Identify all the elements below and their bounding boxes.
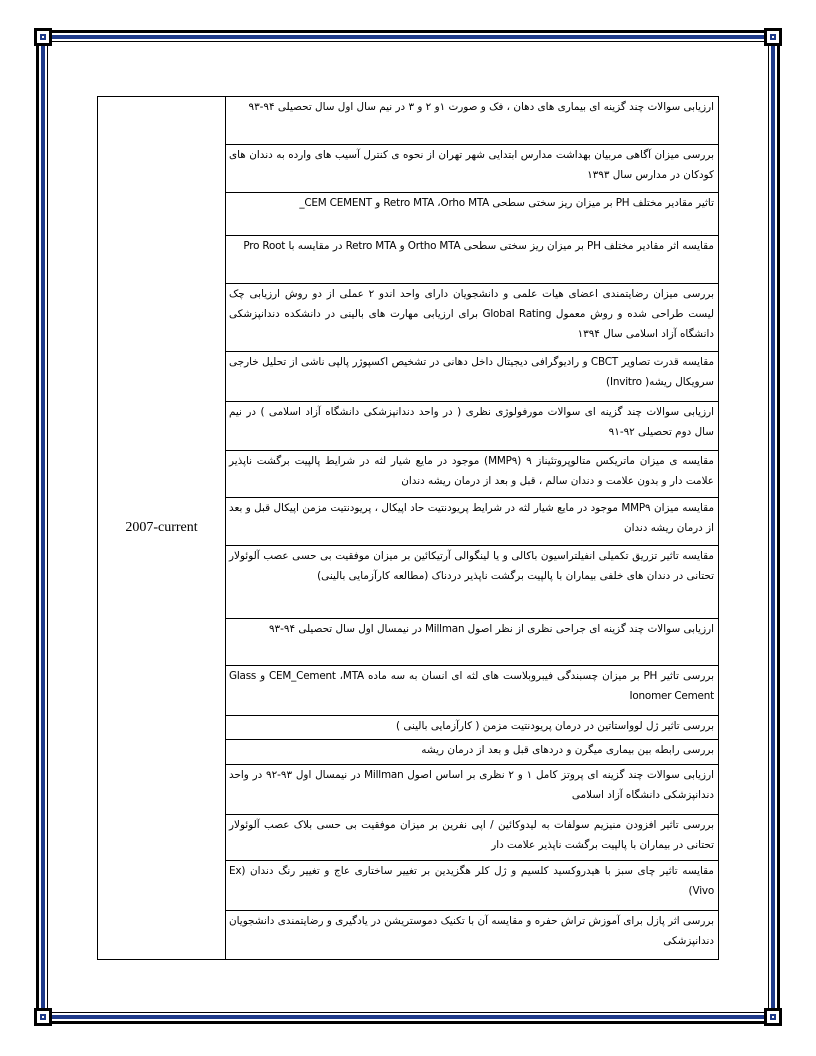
research-title: مقایسه میزان MMP۹ موجود در مایع شیار لثه در شرایط پریودنتیت حاد اپیکال ، پریودنتیت مزمن اپیکال قبل و بعد از درمان ریشه دندان — [226, 497, 719, 545]
research-title: ارزیابی سوالات چند گزینه ای سوالات مورفولوژی نظری ( در واحد دندانپزشکی دانشگاه آزاد اسلامی ) در نیم سال دوم تحصیلی ۹۲-۹۱ — [226, 401, 719, 450]
research-title: بررسی اثر پازل برای آموزش تراش حفره و مقایسه آن با تکنیک دموستریشن در یادگیری و رضایتمندی دانشجویان دندانپزشکی — [226, 910, 719, 959]
research-title: بررسی میزان رضایتمندی اعضای هیات علمی و دانشجویان دارای واحد اندو ۲ عملی از دو روش ارزیابی چک لیست طراحی شده و روش معمول Global Rating برای ارزیابی مهارت های بالینی در دانشکده دندانپزشکی دانشگاه آزاد اسلامی سال ۱۳۹۴ — [226, 284, 719, 351]
research-title: بررسی تاثیر ژل لوواستاتین در درمان پریودنتیت مزمن ( کارآزمایی بالینی ) — [226, 715, 719, 740]
research-title: بررسی تاثیر PH بر میزان چسبندگی فیبروبلاست های لثه ای انسان به سه ماده CEM_Cement ،MTA و Glass Ionomer Cement — [226, 666, 719, 715]
research-title: تاثیر مقادیر مختلف PH بر میزان ریز سختی سطحی Retro MTA ،Orho MTA و CEM CEMENT_ — [226, 193, 719, 236]
border-corner — [764, 28, 782, 46]
border-corner — [34, 28, 52, 46]
research-title: مقایسه تاثیر تزریق تکمیلی انفیلتراسیون باکالی و یا لینگوالی آرتیکائین بر میزان موفقیت بی حسی عصب آلوئولار تحتانی در دندان های خلفی بیماران با پالپیت برگشت ناپذیر دردناک (مطالعه کارآزمایی بالینی) — [226, 545, 719, 619]
research-title: مقایسه قدرت تصاویر CBCT و رادیوگرافی دیجیتال داخل دهانی در تشخیص اکسپوژر پالپی ناشی از تحلیل خارجی سرویکال ریشه( Invitro) — [226, 351, 719, 401]
research-title: ارزیابی سوالات چند گزینه ای جراحی نظری از نظر اصول Millman در نیمسال اول سال تحصیلی ۹۴-۹۳ — [226, 619, 719, 666]
research-title: بررسی تاثیر افزودن منیزیم سولفات به لیدوکائین / اپی نفرین بر میزان موفقیت بی حسی بلاک عصب آلوئولار تحتانی در بیماران با پالپیت برگشت ناپذیر علامت دار — [226, 814, 719, 860]
research-title: مقایسه تاثیر چای سبز با هیدروکسید کلسیم و ژل کلر هگزیدین بر تغییر ساختاری عاج و تغییر رنگ دندان (Ex Vivo) — [226, 860, 719, 910]
table-row — [98, 97, 719, 145]
border-corner — [34, 1008, 52, 1026]
research-table — [97, 96, 719, 960]
research-title: ارزیابی سوالات چند گزینه ای بیماری های دهان ، فک و صورت ۱و ۲ و ۳ در نیم سال اول سال تحصیلی ۹۴-۹۳ — [226, 97, 719, 145]
research-title: ارزیابی سوالات چند گزینه ای پروتز کامل ۱ و ۲ نظری بر اساس اصول Millman در نیمسال اول ۹۳-۹۲ در واحد دندانپزشکی دانشگاه آزاد اسلامی — [226, 764, 719, 814]
research-title: مقایسه ی میزان ماتریکس متالوپروتئیناز ۹ (MMP۹) موجود در مایع شیار لثه در شرایط پالپیت برگشت ناپذیر علامت دار و بدون علامت و دندان سالم ، قبل و بعد از درمان ریشه دندان — [226, 450, 719, 497]
research-title: بررسی رابطه بین بیماری میگرن و دردهای قبل و بعد از درمان ریشه — [226, 740, 719, 765]
border-corner — [764, 1008, 782, 1026]
research-title: بررسی میزان آگاهی مربیان بهداشت مدارس ابتدایی شهر تهران از نحوه ی کنترل آسیب های وارده به دندان های کودکان در مدارس سال ۱۳۹۳ — [226, 145, 719, 193]
research-title: مقایسه اثر مقادیر مختلف PH بر میزان ریز سختی سطحی Ortho MTA و Retro MTA در مقایسه با Pro Root — [226, 236, 719, 284]
period-cell: 2007-current — [98, 97, 226, 960]
